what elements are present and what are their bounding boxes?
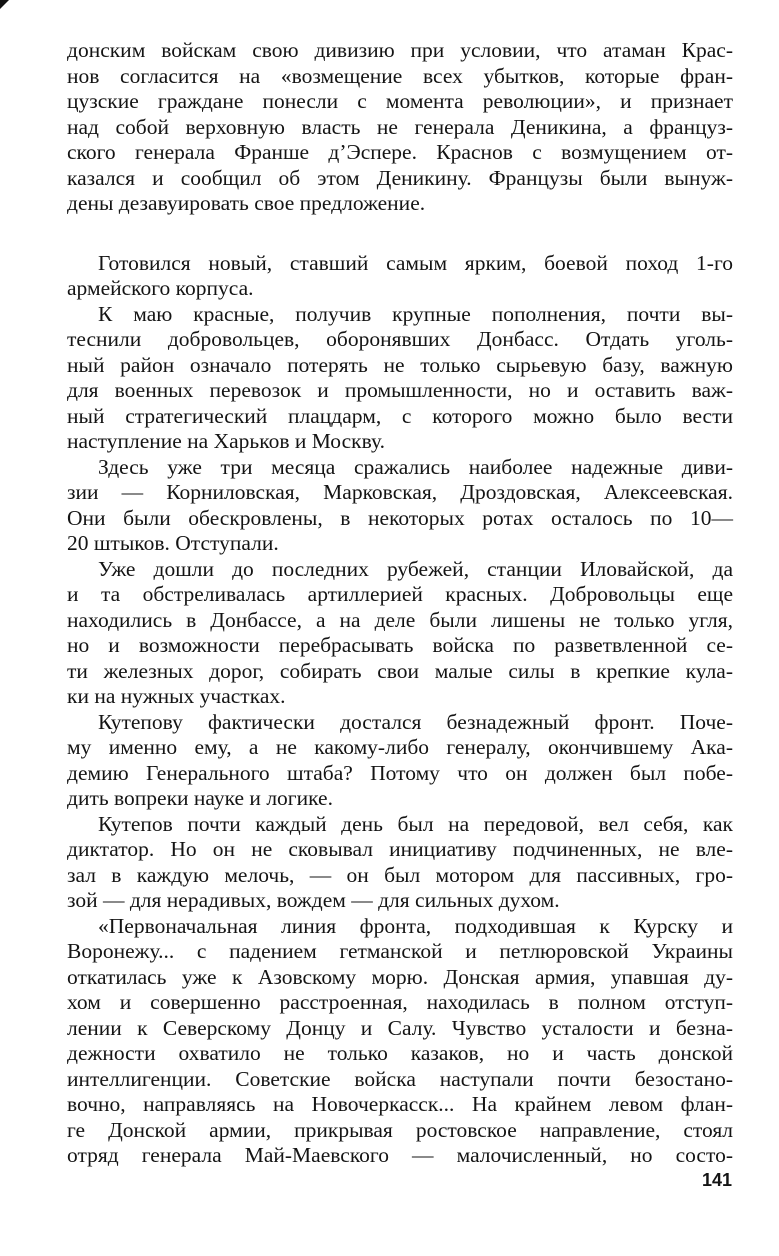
text-line: и та обстреливалась артиллерией красных. Добровольцы еще bbox=[67, 582, 733, 606]
text-line: интеллигенции. Советские войска наступали почти безостано- bbox=[67, 1066, 733, 1091]
text-line: дить вопреки науке и логике. bbox=[67, 786, 333, 810]
paragraph bbox=[67, 455, 733, 557]
paragraph bbox=[67, 251, 733, 302]
text-line: зой — для нерадивых, вождем — для сильных духом. bbox=[67, 888, 560, 912]
text-line: но и возможности перебрасывать войска по разветвленной се- bbox=[67, 633, 733, 657]
text-line: теснили добровольцев, оборонявших Донбасс. Отдать уголь- bbox=[67, 327, 733, 351]
text-line: ный район означало потерять не только сырьевую базу, важную bbox=[67, 352, 733, 377]
text-line: дежности охватило не только казаков, но и часть донской bbox=[67, 1041, 733, 1065]
text-line: зии — Корниловская, Марковская, Дроздовская, Алексеевская. bbox=[67, 480, 733, 504]
text-section bbox=[67, 251, 733, 1169]
text-line: донским войскам свою дивизию при условии, что атаман Крас- bbox=[67, 38, 733, 62]
text-line: Кутепову фактически достался безнадежный фронт. Поче- bbox=[98, 709, 733, 734]
book-page-text bbox=[67, 38, 733, 1169]
text-line: ки на нужных участках. bbox=[67, 684, 286, 708]
text-line: Готовился новый, ставший самым ярким, боевой поход 1-го bbox=[98, 250, 733, 275]
text-line: для военных перевозок и промышленности, но и оставить важ- bbox=[67, 378, 733, 402]
text-line: лении к Северскому Донцу и Салу. Чувство усталости и безна- bbox=[67, 1015, 733, 1040]
paragraph bbox=[67, 38, 733, 217]
text-line: Воронежу... с падением гетманской и петлюровской Украины bbox=[67, 939, 733, 963]
text-line: ти железных дорог, собирать свои малые силы в крепкие кула- bbox=[67, 658, 733, 683]
text-line: Здесь уже три месяца сражались наиболее надежные диви- bbox=[98, 454, 733, 479]
paragraph bbox=[67, 302, 733, 455]
text-line: диктатор. Но он не сковывал инициативу подчиненных, не вле- bbox=[67, 837, 733, 861]
text-line: демию Генерального штаба? Потому что он должен был побе- bbox=[67, 760, 733, 785]
text-line: казался и сообщил об этом Деникину. Французы были вынуж- bbox=[67, 165, 733, 190]
text-line: Кутепов почти каждый день был на передовой, вел себя, как bbox=[98, 811, 733, 836]
text-line: дены дезавуировать свое предложение. bbox=[67, 191, 426, 215]
paragraph bbox=[67, 914, 733, 1169]
text-line: вочно, направляясь на Новочеркасск... На крайнем левом флан- bbox=[67, 1092, 733, 1116]
text-line: ный стратегический плацдарм, с которого можно было вести bbox=[67, 403, 733, 428]
paragraph bbox=[67, 557, 733, 710]
text-line: К маю красные, получив крупные пополнения, почти вы- bbox=[98, 301, 733, 326]
text-line: Они были обескровлены, в некоторых ротах осталось по 10— bbox=[67, 505, 733, 530]
text-line: над собой верховную власть не генерала Деникина, а француз- bbox=[67, 114, 733, 139]
text-line: нов согласится на «возмещение всех убытков, которые фран- bbox=[67, 63, 733, 88]
paragraph bbox=[67, 710, 733, 812]
text-section bbox=[67, 38, 733, 217]
text-line: цузские граждане понесли с момента революции», и признает bbox=[67, 89, 733, 113]
text-line: находились в Донбассе, а на деле были лишены не только угля, bbox=[67, 607, 733, 632]
text-line: ге Донской армии, прикрывая ростовское направление, стоял bbox=[67, 1117, 733, 1142]
text-line: Уже дошли до последних рубежей, станции Иловайской, да bbox=[98, 556, 733, 581]
paragraph bbox=[67, 812, 733, 914]
text-line: хом и совершенно расстроенная, находилась в полном отступ- bbox=[67, 990, 733, 1014]
page-number: 141 bbox=[701, 1170, 732, 1190]
text-line: му именно ему, а не какому-либо генералу, окончившему Ака- bbox=[67, 735, 733, 759]
text-line: ского генерала Франше д’Эспере. Краснов с возмущением от- bbox=[67, 140, 733, 164]
scan-corner-mark bbox=[0, 0, 9, 9]
text-line: наступление на Харьков и Москву. bbox=[67, 429, 385, 453]
section-break bbox=[67, 217, 733, 251]
text-line: 20 штыков. Отступали. bbox=[67, 531, 279, 555]
text-line: отряд генерала Май-Маевского — малочисленный, но состо- bbox=[67, 1143, 733, 1167]
text-line: откатилась уже к Азовскому морю. Донская армия, упавшая ду- bbox=[67, 964, 733, 989]
text-line: зал в каждую мелочь, — он был мотором для пассивных, гро- bbox=[67, 862, 733, 887]
text-line: армейского корпуса. bbox=[67, 276, 254, 300]
text-line: «Первоначальная линия фронта, подходившая к Курску и bbox=[98, 913, 733, 938]
